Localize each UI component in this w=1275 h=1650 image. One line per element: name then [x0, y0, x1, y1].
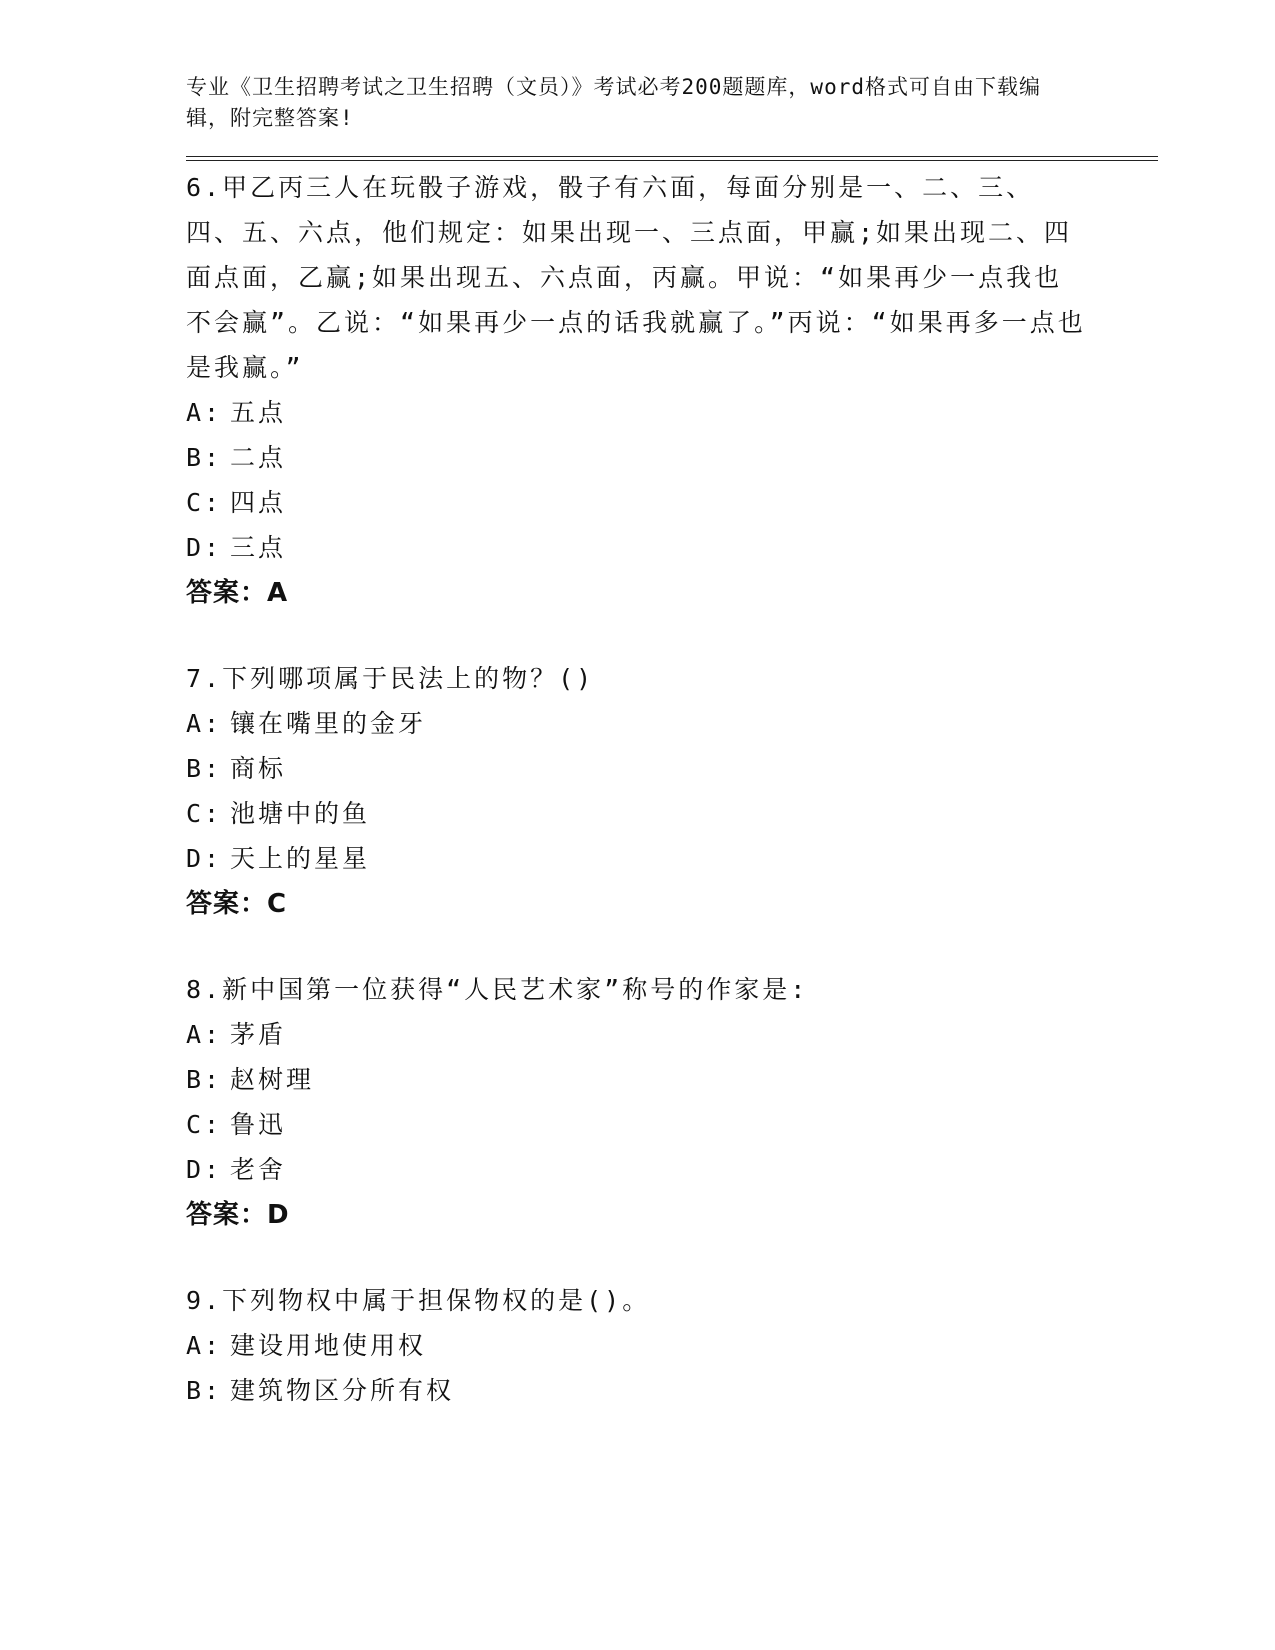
- header-divider: [186, 156, 1158, 161]
- option-letter: D:: [186, 533, 223, 562]
- question-stem: 9.下列物权中属于担保物权的是()。: [186, 1286, 651, 1315]
- option-letter: C:: [186, 799, 223, 828]
- option-b: [186, 746, 1158, 791]
- option-text: 天上的星星: [230, 844, 371, 873]
- question-8: [186, 967, 1158, 1238]
- option-letter: D:: [186, 844, 223, 873]
- option-b: [186, 1368, 1158, 1413]
- option-d: [186, 525, 1158, 570]
- option-letter: B:: [186, 443, 223, 472]
- option-text: 二点: [230, 443, 287, 472]
- option-text: 老舍: [230, 1155, 287, 1184]
- option-text: 建筑物区分所有权: [230, 1376, 455, 1405]
- question-6: [186, 165, 1158, 616]
- document-page: [186, 72, 1158, 1453]
- answer-line: 答案：D: [186, 1200, 290, 1230]
- option-text: 五点: [230, 398, 287, 427]
- question-9: [186, 1278, 1158, 1413]
- answer-line: 答案：A: [186, 578, 289, 608]
- option-letter: A:: [186, 709, 223, 738]
- option-text: 商标: [230, 754, 287, 783]
- option-letter: A:: [186, 1331, 223, 1360]
- option-letter: C:: [186, 488, 223, 517]
- option-d: [186, 836, 1158, 881]
- question-list: [186, 165, 1158, 1413]
- option-text: 池塘中的鱼: [230, 799, 371, 828]
- question-stem: 7.下列哪项属于民法上的物？(): [186, 664, 595, 693]
- option-a: [186, 1323, 1158, 1368]
- option-letter: A:: [186, 1020, 223, 1049]
- option-a: [186, 701, 1158, 746]
- option-letter: D:: [186, 1155, 223, 1184]
- option-c: [186, 1102, 1158, 1147]
- answer-line: 答案：C: [186, 889, 288, 919]
- option-text: 赵树理: [230, 1065, 315, 1094]
- option-c: [186, 791, 1158, 836]
- option-d: [186, 1147, 1158, 1192]
- option-text: 四点: [230, 488, 287, 517]
- question-stem: 8.新中国第一位获得“人民艺术家”称号的作家是:: [186, 975, 809, 1004]
- document-header: 专业《卫生招聘考试之卫生招聘（文员）》考试必考200题题库，word格式可自由下载编辑，附完整答案!: [186, 75, 1041, 130]
- option-b: [186, 435, 1158, 480]
- option-a: [186, 390, 1158, 435]
- question-7: [186, 656, 1158, 927]
- option-letter: B:: [186, 1376, 223, 1405]
- option-c: [186, 480, 1158, 525]
- option-letter: C:: [186, 1110, 223, 1139]
- option-text: 镶在嘴里的金牙: [230, 709, 427, 738]
- option-text: 茅盾: [230, 1020, 287, 1049]
- question-stem: 6.甲乙丙三人在玩骰子游戏，骰子有六面，每面分别是一、二、三、四、五、六点，他们规定：如果出现一、三点面，甲赢;如果出现二、四面点面，乙赢;如果出现五、六点面，丙赢。甲说：“如果再少一点我也不会赢”。乙说：“如果再少一点的话我就赢了。”丙说：“如果再多一点也是我赢。”: [186, 173, 1086, 382]
- option-letter: B:: [186, 754, 223, 783]
- option-letter: A:: [186, 398, 223, 427]
- option-letter: B:: [186, 1065, 223, 1094]
- option-a: [186, 1012, 1158, 1057]
- option-b: [186, 1057, 1158, 1102]
- option-text: 鲁迅: [230, 1110, 287, 1139]
- option-text: 三点: [230, 533, 287, 562]
- option-text: 建设用地使用权: [230, 1331, 427, 1360]
